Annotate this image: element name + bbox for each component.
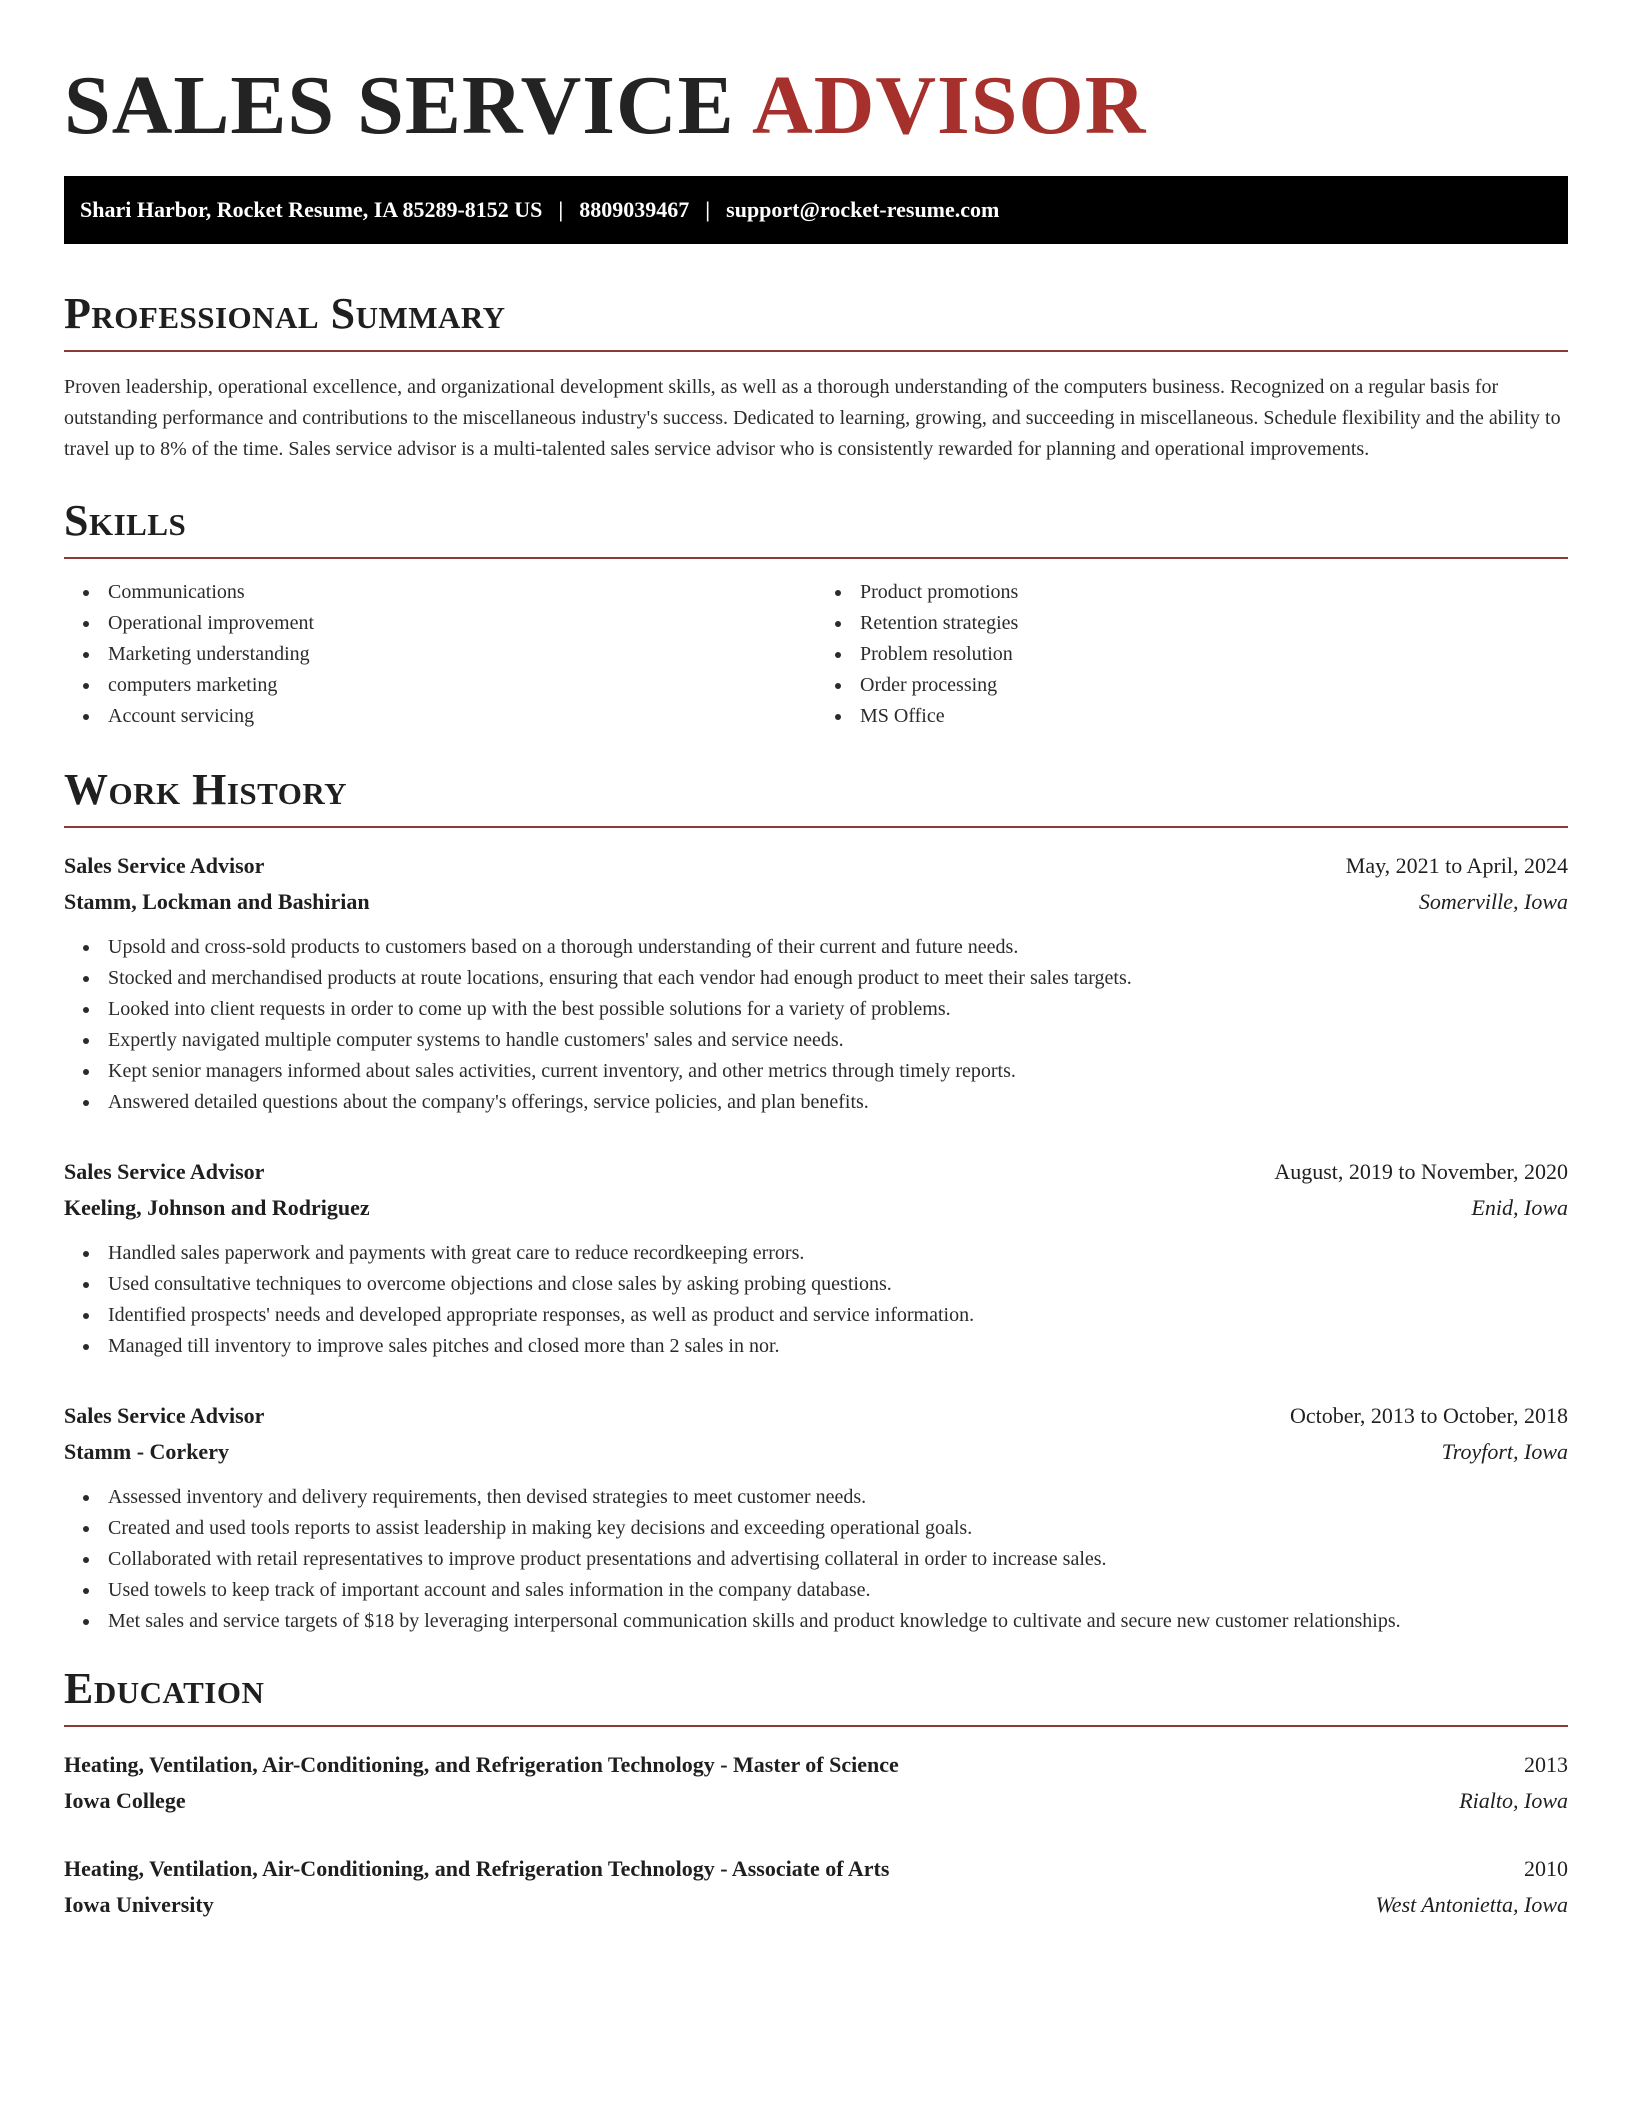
contact-address: Shari Harbor, Rocket Resume, IA 85289-8152 US <box>80 197 543 222</box>
job-bullet: Kept senior managers informed about sales activities, current inventory, and other metrics through timely reports. <box>64 1056 1568 1087</box>
job-bullet: Assessed inventory and delivery requirements, then devised strategies to meet customer needs. <box>64 1482 1568 1513</box>
job-bullet: Stocked and merchandised products at route locations, ensuring that each vendor had enough product to meet their sales targets. <box>64 963 1568 994</box>
education-location: Rialto, Iowa <box>1459 1788 1568 1813</box>
job-title: Sales Service Advisor <box>64 1159 265 1184</box>
contact-separator: | <box>705 197 711 222</box>
job-bullet: Looked into client requests in order to come up with the best possible solutions for a variety of problems. <box>64 994 1568 1025</box>
education-year: 2013 <box>1524 1752 1568 1777</box>
job-bullet: Answered detailed questions about the company's offerings, service policies, and plan benefits. <box>64 1087 1568 1118</box>
job-bullet: Managed till inventory to improve sales pitches and closed more than 2 sales in nor. <box>64 1331 1568 1362</box>
job-bullet: Created and used tools reports to assist leadership in making key decisions and exceeding operational goals. <box>64 1513 1568 1544</box>
education-entry <box>64 1747 1568 1819</box>
summary-text: Proven leadership, operational excellence, and organizational development skills, as well as a thorough understanding of the computers business. Recognized on a regular basis for outstanding performance and contributions to the miscellaneous industry's success. Dedicated to learning, growing, and succeeding in miscellaneous. Schedule flexibility and the ability to travel up to 8% of the time. Sales service advisor is a multi-talented sales service advisor who is consistently rewarded for planning and operational improvements. <box>64 376 1561 460</box>
work-heading: Work History <box>64 765 348 814</box>
contact-bar <box>64 176 1568 244</box>
job-dates: August, 2019 to November, 2020 <box>1274 1159 1568 1184</box>
skill-item: computers marketing <box>64 670 816 701</box>
title-main: SALES SERVICE <box>64 59 735 152</box>
skills-heading: Skills <box>64 496 187 545</box>
job-bullet: Handled sales paperwork and payments with great care to reduce recordkeeping errors. <box>64 1238 1568 1269</box>
section-divider <box>64 826 1568 828</box>
job-dates: October, 2013 to October, 2018 <box>1289 1403 1568 1428</box>
education-entry <box>64 1851 1568 1923</box>
job-location: Somerville, Iowa <box>1418 889 1568 914</box>
job-title: Sales Service Advisor <box>64 1403 265 1428</box>
job-bullets <box>64 1482 1568 1637</box>
skill-item: Problem resolution <box>816 639 1568 670</box>
education-degree: Heating, Ventilation, Air-Conditioning, and Refrigeration Technology - Master of Science <box>64 1752 899 1777</box>
skill-item: Product promotions <box>816 577 1568 608</box>
contact-email: support@rocket-resume.com <box>726 197 1000 222</box>
skill-item: MS Office <box>816 701 1568 732</box>
job-bullet: Upsold and cross-sold products to customers based on a thorough understanding of their current and future needs. <box>64 932 1568 963</box>
job-bullet: Used towels to keep track of important account and sales information in the company database. <box>64 1575 1568 1606</box>
job-location: Enid, Iowa <box>1471 1195 1568 1220</box>
section-divider <box>64 557 1568 559</box>
work-section <box>64 764 1568 1637</box>
education-heading: Education <box>64 1664 265 1713</box>
job-company: Stamm - Corkery <box>64 1439 229 1464</box>
skill-item: Marketing understanding <box>64 639 816 670</box>
contact-phone: 8809039467 <box>579 197 690 222</box>
education-school: Iowa College <box>64 1788 186 1813</box>
job-location: Troyfort, Iowa <box>1441 1439 1568 1464</box>
skill-item: Order processing <box>816 670 1568 701</box>
skills-section <box>64 495 1568 732</box>
section-divider <box>64 350 1568 352</box>
job-bullet: Met sales and service targets of $18 by leveraging interpersonal communication skills and product knowledge to cultivate and secure new customer relationships. <box>64 1606 1568 1637</box>
education-location: West Antonietta, Iowa <box>1375 1892 1568 1917</box>
job-dates: May, 2021 to April, 2024 <box>1345 853 1568 878</box>
skills-list-right <box>816 577 1568 732</box>
job-bullets <box>64 1238 1568 1362</box>
summary-heading: Professional Summary <box>64 289 506 338</box>
education-degree: Heating, Ventilation, Air-Conditioning, and Refrigeration Technology - Associate of Arts <box>64 1856 890 1881</box>
skills-list-left <box>64 577 816 732</box>
skill-item: Retention strategies <box>816 608 1568 639</box>
job-company: Keeling, Johnson and Rodriguez <box>64 1195 370 1220</box>
education-year: 2010 <box>1524 1856 1568 1881</box>
title-accent: ADVISOR <box>752 59 1147 152</box>
job-entry <box>64 1154 1568 1362</box>
job-entry <box>64 1398 1568 1637</box>
page-title <box>64 58 1568 154</box>
summary-section <box>64 288 1568 465</box>
skill-item: Communications <box>64 577 816 608</box>
skill-item: Account servicing <box>64 701 816 732</box>
job-title: Sales Service Advisor <box>64 853 265 878</box>
job-company: Stamm, Lockman and Bashirian <box>64 889 370 914</box>
skill-item: Operational improvement <box>64 608 816 639</box>
education-section <box>64 1663 1568 1923</box>
contact-separator: | <box>558 197 564 222</box>
section-divider <box>64 1725 1568 1727</box>
job-bullets <box>64 932 1568 1118</box>
skills-columns <box>64 577 1568 732</box>
job-bullet: Identified prospects' needs and developed appropriate responses, as well as product and service information. <box>64 1300 1568 1331</box>
job-bullet: Expertly navigated multiple computer systems to handle customers' sales and service needs. <box>64 1025 1568 1056</box>
job-entry <box>64 848 1568 1118</box>
job-bullet: Used consultative techniques to overcome objections and close sales by asking probing questions. <box>64 1269 1568 1300</box>
education-school: Iowa University <box>64 1892 214 1917</box>
job-bullet: Collaborated with retail representatives to improve product presentations and advertising collateral in order to increase sales. <box>64 1544 1568 1575</box>
